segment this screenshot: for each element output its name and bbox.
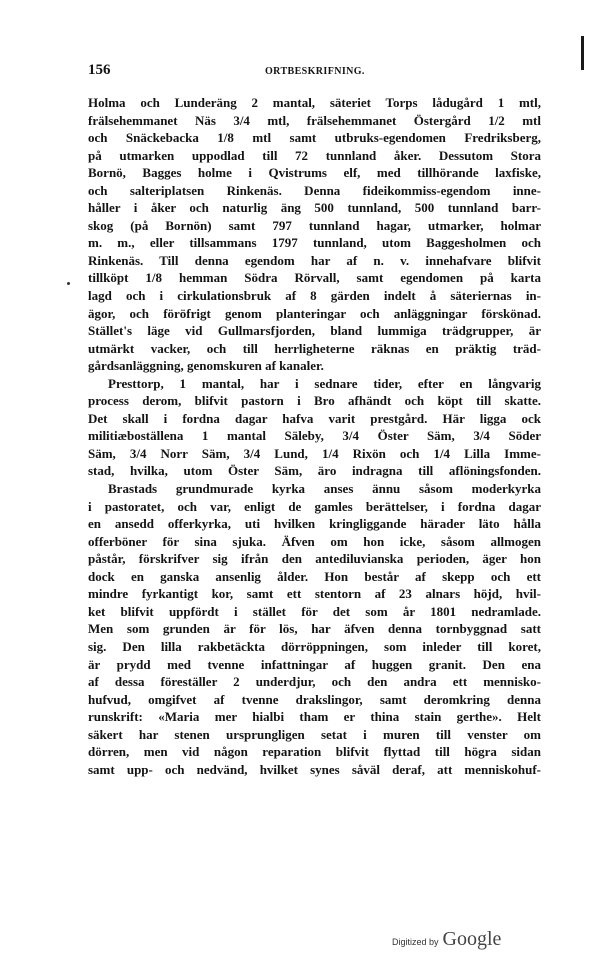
text-line: Presttorp, 1 mantal, har i sednare tider, efter en långvarig xyxy=(108,375,541,391)
text-line: hufvud, omgifvet af tvenne drakslingor, samt deromkring denna xyxy=(88,691,541,707)
text-line: och Snäckebacka 1/8 mtl samt utbruks-egendomen Fredriksberg, xyxy=(88,130,541,146)
margin-dot xyxy=(67,282,70,285)
text-line: på utmarken uppodlad till 72 tunnland åker. Dessutom Stora xyxy=(88,147,541,163)
text-line: Men som grunden är för lös, har äfven denna tornbyggnad satt xyxy=(88,621,541,637)
text-line: dock en ganska ansenlig ålder. Hon består af skepp och ett xyxy=(88,568,541,584)
digitized-stamp xyxy=(392,928,501,951)
text-line: ket blifvit uppfördt i stället för det som år 1801 nedramlade. xyxy=(88,603,541,619)
text-line: en ansedd offerkyrka, uti hvilken kringliggande härader läto hålla xyxy=(88,516,541,532)
text-line: är prydd med tvenne infattningar af huggen granit. Den ena xyxy=(88,656,541,672)
text-line: Holma och Lunderäng 2 mantal, säteriet Torps lådugård 1 mtl, xyxy=(88,95,541,110)
text-line: och salteriplatsen Rinkenäs. Denna fideikommiss-egendom inne- xyxy=(88,182,541,198)
text-line: Säm, 3/4 Norr Säm, 3/4 Lund, 1/4 Rixön och 1/4 Lilla Imme- xyxy=(88,445,541,461)
text-line: håller i åker och naturlig äng 500 tunnland, 500 tunnland barr- xyxy=(88,200,541,216)
text-line: process derom, blifvit pastorn i Bro afhändt och köpt till skatte. xyxy=(88,393,541,409)
digitized-label: Digitized by xyxy=(392,937,439,947)
text-line: af dessa föreställer 2 underdjur, och den andra ett mennisko- xyxy=(88,674,541,690)
text-line: runskrift: «Maria mer hialbi tham er thina stain gerthe». Helt xyxy=(88,709,541,725)
text-line: ägor, och föröfrigt genom planteringar och anläggningar förskönad. xyxy=(88,305,541,321)
page-number: 156 xyxy=(88,62,111,78)
text-line: samt upp- och nedvänd, hvilket synes såväl deraf, att menniskohuf- xyxy=(88,761,541,777)
text-line: frälsehemmanet Näs 3/4 mtl, frälsehemmanet Östergård 1/2 mtl xyxy=(88,112,541,128)
text-line: sig. Den lilla rakbetäckta dörröppningen, som inleder till koret, xyxy=(88,638,541,654)
text-line: dörren, men vid någon reparation blifvit flyttad till högra sidan xyxy=(88,744,541,760)
margin-bar xyxy=(581,36,584,70)
text-line: säkert har stenen ursprungligen setat i muren till venster om xyxy=(88,726,541,742)
text-line: gårdsanläggning, genomskuren af kanaler. xyxy=(88,358,324,374)
text-line: tillköpt 1/8 hemman Södra Rörvall, samt egendomen på karta xyxy=(88,270,541,286)
text-line: Stället's läge vid Gullmarsfjorden, bland lummiga trädgrupper, är xyxy=(88,323,541,339)
text-line: stad, hvilka, utom Öster Säm, äro indragna till aflöningsfonden. xyxy=(88,463,541,479)
text-line: Brastads grundmurade kyrka anses ännu såsom moderkyrka xyxy=(108,481,541,497)
text-line: m. m., eller tillsammans 1797 tunnland, utom Baggesholmen och xyxy=(88,235,541,251)
body-text xyxy=(88,94,541,778)
text-line: militiæboställena 1 mantal Säleby, 3/4 Öster Säm, 3/4 Söder xyxy=(88,428,541,444)
text-line: i pastoratet, och var, enligt de gamles berättelser, i fordna dagar xyxy=(88,498,541,514)
text-line: skog (på Bornön) samt 797 tunnland hagar, utmarker, holmar xyxy=(88,217,541,233)
text-line: Bornö, Bagges holme i Qvistrums elf, med tillhörande laxfiske, xyxy=(88,165,541,181)
running-head: ORTBESKRIFNING. xyxy=(265,66,365,77)
text-line: påstår, förskrifver sig ifrån den antediluvianska perioden, äger hon xyxy=(88,551,541,567)
text-line: utmärkt vacker, och till herrligheterne räknas en präktig träd- xyxy=(88,340,541,356)
text-line: Rinkenäs. Till denna egendom har af n. v. innehafvare blifvit xyxy=(88,252,541,268)
text-line: offerböner för sina sjuka. Äfven om hon icke, såsom allmogen xyxy=(88,533,541,549)
text-line: lagd och i cirkulationsbruk af 8 gärden indelt å säteriernas in- xyxy=(88,288,541,304)
text-line: Det skall i fordna dagar hafva varit prestgård. Här ligga ock xyxy=(88,410,541,426)
text-line: mindre fyrkantigt kor, samt ett stentorn af 23 alnars höjd, hvil- xyxy=(88,586,541,602)
google-logo: Google xyxy=(442,928,502,950)
